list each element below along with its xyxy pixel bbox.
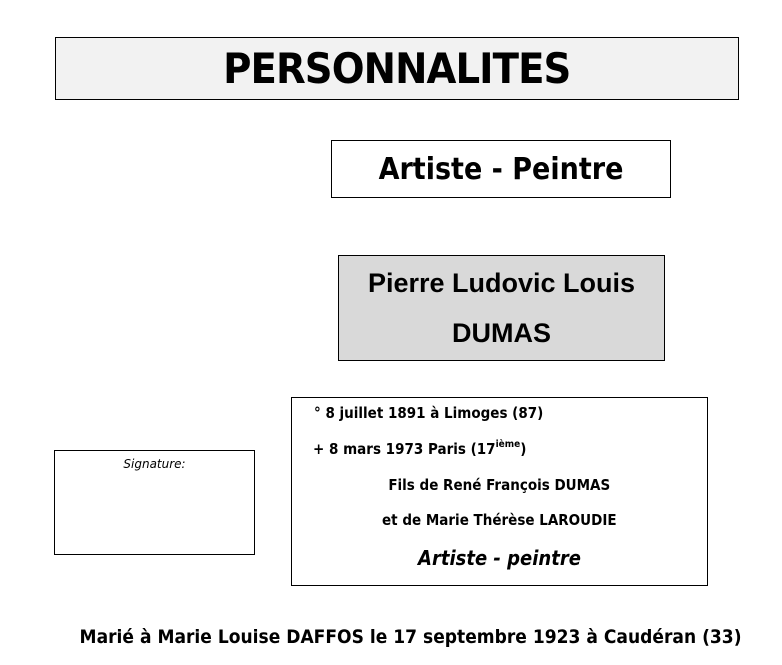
death-info-end: ): [520, 440, 527, 458]
mother-info-text: et de Marie Thérèse LAROUDIE: [382, 511, 617, 529]
signature-label: Signature:: [123, 457, 186, 471]
father-info: [292, 476, 707, 494]
birth-info: ° 8 juillet 1891 à Limoges (87): [314, 404, 544, 422]
page-title: PERSONNALITES: [223, 44, 571, 93]
profession-info: [292, 546, 707, 570]
mother-info: [292, 511, 707, 529]
role-box: [331, 140, 671, 198]
father-info-text: Fils de René François DUMAS: [388, 476, 611, 494]
page-title-box: [55, 37, 739, 100]
signature-box: [54, 450, 255, 555]
death-info: [313, 440, 526, 458]
details-box: [291, 397, 708, 586]
marriage-info: Marié à Marie Louise DAFFOS le 17 septembre 1923 à Caudéran (33): [80, 626, 742, 648]
death-info-main: + 8 mars 1973 Paris (17: [313, 440, 496, 458]
person-name-box: [338, 255, 665, 361]
person-last-name: DUMAS: [452, 318, 551, 348]
profession-info-text: Artiste - peintre: [418, 546, 581, 570]
role-label: Artiste - Peintre: [378, 151, 624, 187]
death-info-superscript: ième: [495, 439, 521, 450]
person-first-names: Pierre Ludovic Louis: [367, 268, 636, 298]
